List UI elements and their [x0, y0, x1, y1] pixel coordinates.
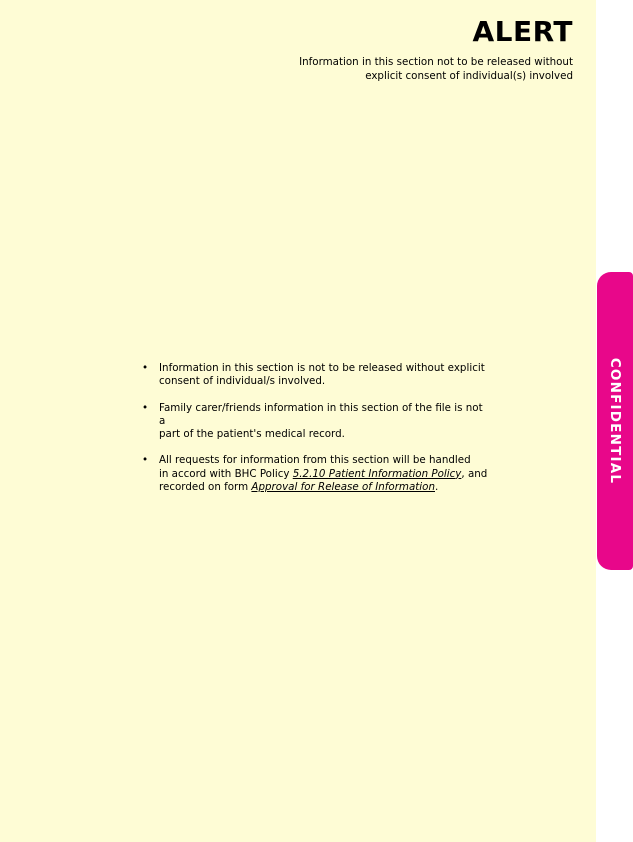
list-item: [142, 362, 492, 389]
list-item: [142, 402, 492, 442]
list-item-text: recorded on form: [159, 481, 252, 494]
alert-subtitle: [273, 55, 573, 83]
bullet-icon: •: [142, 454, 149, 467]
list-item-text: in accord with BHC Policy: [159, 467, 293, 480]
list-item-line: All requests for information from this section will be handled: [159, 454, 471, 467]
alert-title: ALERT: [472, 15, 573, 48]
alert-subtitle-line1: Information in this section not to be released without: [299, 56, 573, 68]
list-item-line: Family carer/friends information in this section of the file is not a: [159, 401, 483, 427]
list-item-line: [159, 481, 492, 494]
list-item-text: .: [435, 481, 439, 494]
confidential-tab-label: CONFIDENTIAL: [607, 357, 623, 485]
list-item-line: part of the patient's medical record.: [159, 428, 345, 441]
confidential-tab[interactable]: [597, 272, 633, 570]
list-item-text: , and: [461, 467, 488, 480]
release-form-link[interactable]: Approval for Release of Information: [251, 481, 435, 494]
bullet-icon: •: [142, 362, 149, 374]
policy-link[interactable]: 5.2.10 Patient Information Policy: [292, 467, 462, 480]
list-item-line: [159, 468, 492, 481]
list-item-line: Information in this section is not to be released without explicit: [159, 362, 485, 374]
bullet-icon: •: [142, 401, 149, 414]
list-item-line: consent of individual/s involved.: [159, 375, 326, 388]
confidentiality-notes: [142, 362, 492, 507]
alert-subtitle-line2: explicit consent of individual(s) involved: [365, 70, 573, 82]
list-item: [142, 454, 492, 494]
